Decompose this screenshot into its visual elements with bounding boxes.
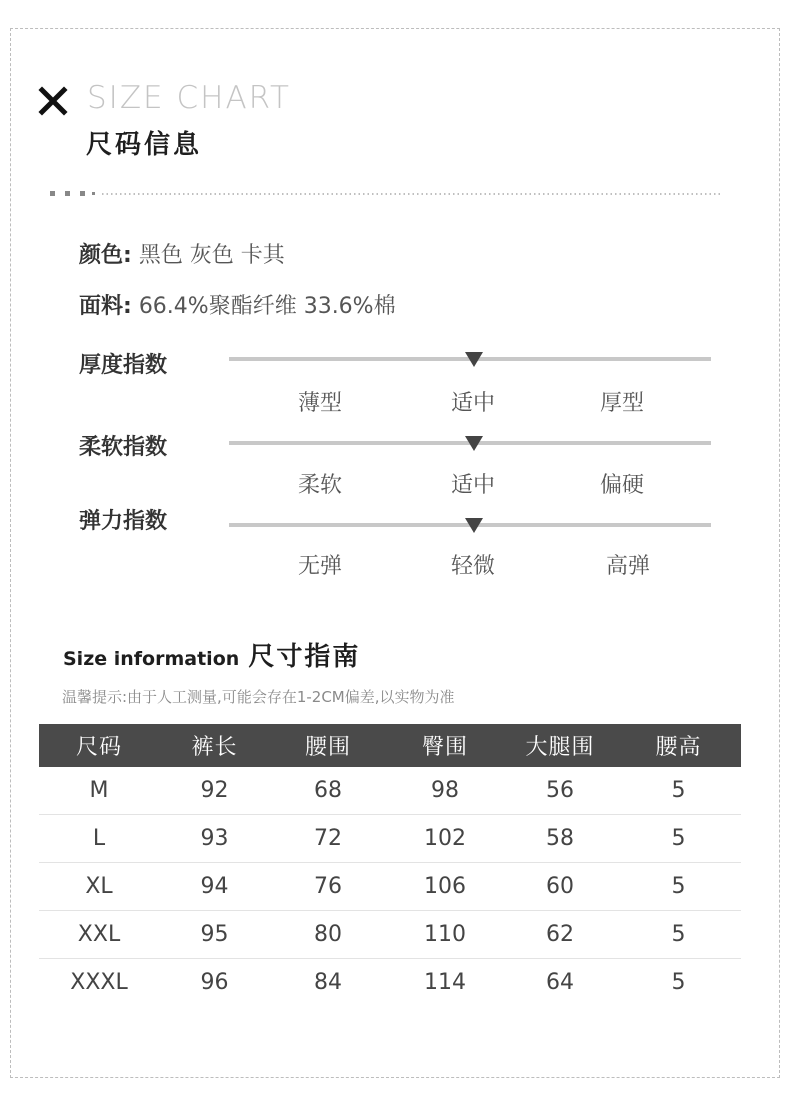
- size-chart-subtitle: 尺码信息: [86, 130, 203, 160]
- close-x-icon: [38, 86, 68, 116]
- cell-hip: 102: [386, 815, 504, 863]
- header-size: 尺码: [39, 724, 159, 767]
- table-row: [39, 863, 741, 911]
- softness-marker: [465, 436, 483, 451]
- cell-waist: 76: [270, 863, 386, 911]
- header-thigh: 大腿围: [504, 724, 616, 767]
- size-information-heading: [63, 636, 360, 673]
- thickness-option-thick: 厚型: [599, 391, 644, 416]
- color-row: [79, 238, 285, 269]
- color-label: 颜色:: [79, 243, 132, 268]
- cell-waist: 68: [270, 767, 386, 815]
- fabric-value: 66.4%聚酯纤维 33.6%棉: [138, 294, 396, 319]
- header-waist: 腰围: [270, 724, 386, 767]
- softness-option-hard: 偏硬: [599, 473, 644, 498]
- cell-rise: 5: [616, 767, 741, 815]
- cell-size: M: [39, 767, 159, 815]
- table-row: [39, 911, 741, 959]
- cell-thigh: 62: [504, 911, 616, 959]
- cell-length: 94: [159, 863, 270, 911]
- dotted-divider: [50, 190, 722, 198]
- measurement-tip: 温馨提示:由于人工测量,可能会存在1-2CM偏差,以实物为准: [62, 688, 455, 706]
- elasticity-option-none: 无弹: [297, 554, 342, 579]
- cell-length: 93: [159, 815, 270, 863]
- softness-index-label: 柔软指数: [79, 435, 168, 460]
- elasticity-option-high: 高弹: [605, 554, 650, 579]
- color-value: 黑色 灰色 卡其: [138, 243, 285, 268]
- fabric-label: 面料:: [79, 294, 132, 319]
- cell-hip: 114: [424, 970, 466, 995]
- cell-size: XXL: [39, 911, 159, 959]
- header-rise: 腰高: [616, 724, 741, 767]
- thickness-marker: [465, 352, 483, 367]
- cell-size: XXXL: [70, 970, 128, 995]
- cell-thigh: 58: [504, 815, 616, 863]
- softness-option-soft: 柔软: [297, 473, 342, 498]
- thickness-option-medium: 适中: [450, 391, 495, 416]
- cell-waist: 72: [270, 815, 386, 863]
- cell-rise: 5: [616, 815, 741, 863]
- softness-option-medium: 适中: [450, 473, 495, 498]
- cell-length: 92: [159, 767, 270, 815]
- cell-hip: 110: [386, 911, 504, 959]
- cell-thigh: 64: [546, 970, 574, 995]
- table-row: [39, 767, 741, 815]
- table-row: [39, 815, 741, 863]
- table-header-row: [39, 724, 741, 767]
- cell-hip: 98: [386, 767, 504, 815]
- elasticity-marker: [465, 518, 483, 533]
- fabric-row: [79, 289, 396, 320]
- cell-waist: 84: [314, 970, 342, 995]
- elasticity-option-slight: 轻微: [450, 554, 495, 579]
- header-hip: 臀围: [386, 724, 504, 767]
- cell-rise: 5: [671, 970, 686, 995]
- cell-waist: 80: [270, 911, 386, 959]
- size-table: [39, 724, 741, 1006]
- table-row: [39, 959, 741, 1007]
- cell-hip: 106: [386, 863, 504, 911]
- elasticity-index-label: 弹力指数: [79, 509, 168, 534]
- cell-rise: 5: [616, 863, 741, 911]
- cell-rise: 5: [616, 911, 741, 959]
- cell-size: XL: [39, 863, 159, 911]
- size-information-en: Size information: [63, 648, 240, 670]
- thickness-index-label: 厚度指数: [79, 353, 168, 378]
- size-chart-title: SIZE CHART: [87, 80, 291, 116]
- cell-thigh: 60: [504, 863, 616, 911]
- cell-thigh: 56: [504, 767, 616, 815]
- cell-length: 95: [159, 911, 270, 959]
- size-information-cn: 尺寸指南: [248, 642, 361, 672]
- cell-size: L: [39, 815, 159, 863]
- thickness-option-thin: 薄型: [297, 391, 342, 416]
- header-length: 裤长: [159, 724, 270, 767]
- cell-length: 96: [200, 970, 229, 995]
